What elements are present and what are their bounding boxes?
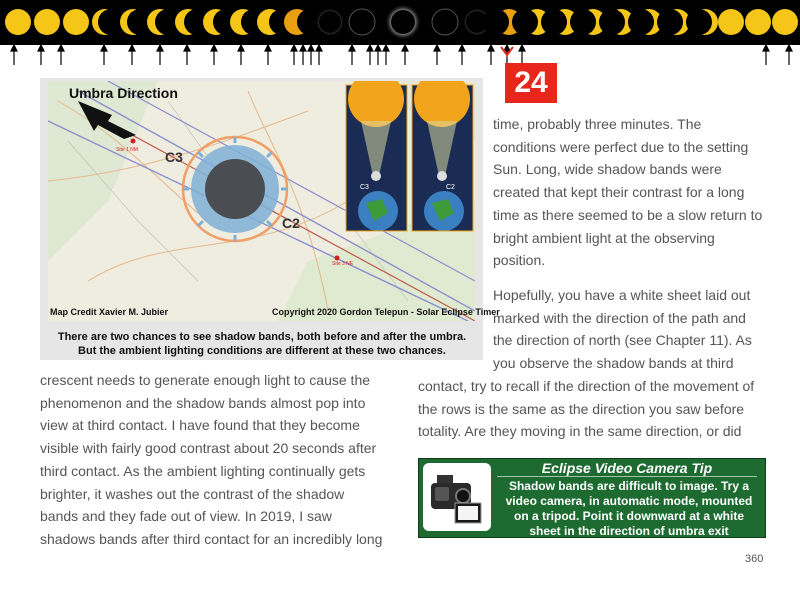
up-arrow-icon	[786, 45, 792, 65]
inset-c2-diagram	[412, 81, 473, 231]
sun-phase-icon	[718, 9, 744, 35]
text-line: view at third contact. I have found that they become	[40, 417, 360, 434]
up-arrow-icon	[488, 45, 494, 65]
sun-phase-icon	[34, 9, 60, 35]
text-line: created that kept their contrast for a long	[493, 184, 745, 201]
up-arrow-icon	[459, 45, 465, 65]
text-line: conditions were perfect due to the setting	[493, 138, 749, 155]
tip-title: Eclipse Video Camera Tip	[497, 460, 757, 477]
text-line: the direction of north (see Chapter 11). As	[493, 332, 752, 349]
up-arrow-icon	[367, 45, 373, 65]
text-line: visible with fairly good contrast about 20 seconds after	[40, 440, 377, 457]
text-line: bright ambient light at the observing	[493, 229, 715, 246]
timing-arrows	[0, 45, 800, 67]
partial-phase-icon	[628, 9, 662, 35]
up-arrow-icon	[291, 45, 297, 65]
up-arrow-icon	[519, 45, 525, 65]
dark-moon-icon	[432, 9, 458, 35]
tip-line: video camera, in automatic mode, mounted	[505, 494, 753, 508]
figure-caption	[44, 330, 480, 358]
text-line: time as there seemed to be a slow return to	[493, 206, 763, 223]
dark-moon-icon	[349, 9, 375, 35]
sun-phase-icon	[745, 9, 771, 35]
up-arrow-icon	[375, 45, 381, 65]
text-line: brighter, it washes out the contrast of the shadow	[40, 485, 345, 502]
up-arrow-icon	[763, 45, 769, 65]
sun-phase-icon	[5, 9, 31, 35]
up-arrow-icon	[211, 45, 217, 65]
text-line: bands and they fade out of view. In 2019, I saw	[40, 508, 332, 525]
up-arrow-icon	[101, 45, 107, 65]
partial-phase-icon	[92, 9, 124, 35]
text-line: Sun. Long, wide shadow bands were	[493, 161, 722, 178]
up-arrow-icon	[383, 45, 389, 65]
up-arrow-icon	[300, 45, 306, 65]
tip-line: Shadow bands are difficult to image. Try a	[508, 479, 750, 493]
text-line: marked with the direction of the path and	[493, 309, 746, 326]
tip-line: sheet in the direction of umbra exit	[529, 524, 729, 538]
up-arrow-icon	[157, 45, 163, 65]
copyright-credit: Copyright 2020 Gordon Telepun - Solar Eclipse Timer	[272, 307, 500, 317]
up-arrow-icon	[402, 45, 408, 65]
c2-label: C2	[282, 215, 300, 231]
sun-phase-icon	[772, 9, 798, 35]
text-line: crescent needs to generate enough light to cause the	[40, 372, 371, 388]
text-line: totality. Are they moving in the same direction, or did	[418, 423, 742, 440]
up-arrow-icon	[349, 45, 355, 65]
video-camera-tip-box	[418, 458, 766, 538]
inset-c2-label: C2	[446, 184, 455, 191]
up-arrow-icon	[316, 45, 322, 65]
svg-text:Site 1 NM: Site 1 NM	[116, 147, 138, 153]
c3-label: C3	[165, 149, 183, 165]
partial-phase-icon	[686, 9, 718, 35]
text-line: Hopefully, you have a white sheet laid out	[493, 287, 751, 303]
eclipse-phase-strip	[0, 0, 800, 45]
up-arrow-icon	[434, 45, 440, 65]
partial-phase-icon	[657, 9, 690, 35]
right-column-paragraph-2	[493, 284, 752, 375]
right-column-paragraph-2-continued	[418, 375, 754, 443]
up-arrow-icon	[58, 45, 64, 65]
video-camera-icon	[423, 463, 491, 531]
text-line: you observe the shadow bands at third	[493, 355, 734, 372]
text-line: shadows bands after third contact for an incredibly long	[40, 530, 383, 547]
map-credit: Map Credit Xavier M. Jubier	[50, 307, 169, 317]
tip-line: on a tripod. Point it downward at a white	[514, 509, 744, 523]
caption-line: But the ambient lighting conditions are different at these two chances.	[78, 345, 446, 357]
eclipse-phase-banner	[0, 0, 800, 45]
umbra-direction-label: Umbra Direction	[69, 85, 178, 101]
inset-c3-label: C3	[360, 184, 369, 191]
left-column-paragraph	[40, 369, 382, 551]
text-line: the rows is the same as the direction you saw before	[418, 400, 745, 417]
up-arrow-icon	[265, 45, 271, 65]
right-column-paragraph-1	[493, 113, 762, 272]
text-line: third contact. As the ambient lighting continually gets	[40, 462, 366, 479]
text-line: phenomenon and the shadow bands almost pop into	[40, 394, 366, 411]
up-arrow-icon	[238, 45, 244, 65]
up-arrow-icon	[308, 45, 314, 65]
svg-text:Site 3 NE: Site 3 NE	[332, 261, 354, 267]
chapter-number-badge: 24	[505, 63, 557, 103]
text-line: position.	[493, 252, 546, 269]
tip-body	[495, 479, 763, 539]
up-arrow-icon	[38, 45, 44, 65]
text-line: time, probably three minutes. The	[493, 116, 702, 132]
eclipse-path-map	[48, 81, 475, 321]
page-number: 360	[745, 553, 764, 565]
text-line: contact, try to recall if the direction of the movement of	[418, 378, 755, 394]
up-arrow-icon	[11, 45, 17, 65]
caption-line: There are two chances to see shadow bands, both before and after the umbra.	[57, 331, 467, 343]
up-arrow-icon	[129, 45, 135, 65]
up-arrow-icon	[184, 45, 190, 65]
inset-c3-diagram	[346, 81, 407, 231]
